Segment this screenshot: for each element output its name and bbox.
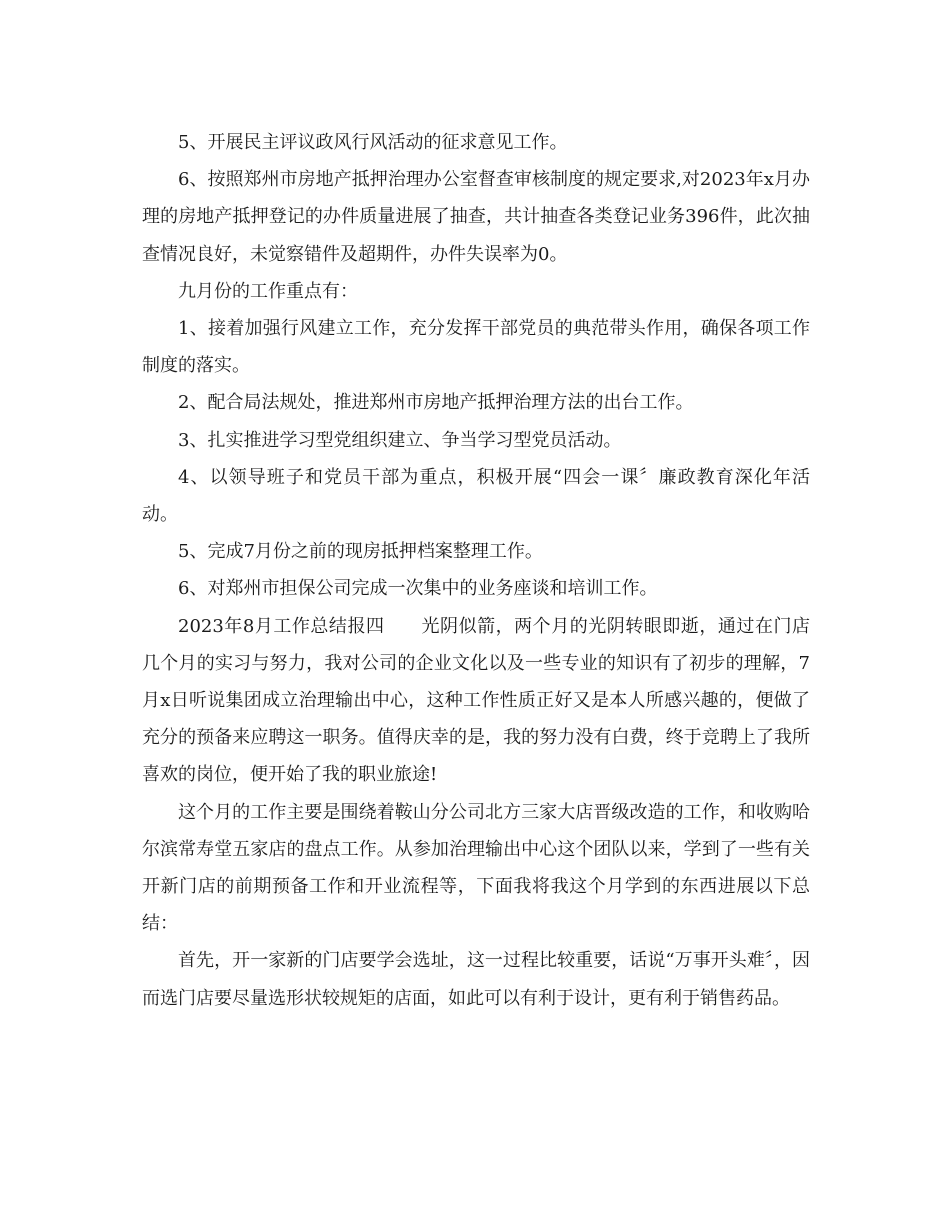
paragraph-item-6-inspection: 6、按照郑州市房地产抵押治理办公室督查审核制度的规定要求,对2023年x月办理的房地产抵押登记的办件质量进展了抽查，共计抽查各类登记业务396件，此次抽查情况良好，未觉察错件及超期件，办件失误率为0。	[142, 169, 810, 265]
paragraph-focus-5: 5、完成7月份之前的现房抵押档案整理工作。	[178, 541, 543, 563]
document-body	[142, 124, 810, 1017]
paragraph-focus-6: 6、对郑州市担保公司完成一次集中的业务座谈和培训工作。	[178, 578, 658, 600]
paragraph-monthly-work: 这个月的工作主要是围绕着鞍山分公司北方三家大店晋级改造的工作，和收购哈尔滨常寿堂五家店的盘点工作。从参加治理输出中心这个团队以来，学到了一些有关开新门店的前期预备工作和开业流程等，下面我将我这个月学到的东西进展以下总结：	[142, 801, 810, 935]
paragraph-focus-2: 2、配合局法规处，推进郑州市房地产抵押治理方法的出台工作。	[178, 392, 694, 414]
paragraph-september-focus-heading: 九月份的工作重点有：	[178, 280, 358, 302]
paragraph-report-four-intro: 2023年8月工作总结报四 光阴似箭，两个月的光阴转眼即逝，通过在门店几个月的实习与努力，我对公司的企业文化以及一些专业的知识有了初步的理解，7月x日听说集团成立治理输出中心，这种工作性质正好又是本人所感兴趣的，便做了充分的预备来应聘这一职务。值得庆幸的是，我的努力没有白费，终于竞聘上了我所喜欢的岗位，便开始了我的职业旅途!	[142, 615, 810, 786]
paragraph-focus-4: 4、以领导班子和党员干部为重点，积极开展“四会一课〞廉政教育深化年活动。	[142, 466, 810, 526]
paragraph-site-selection: 首先，开一家新的门店要学会选址，这一过程比较重要，话说“万事开头难〞，因而选门店要尽量选形状较规矩的店面，如此可以有利于设计，更有利于销售药品。	[142, 950, 810, 1009]
paragraph-item-5-opinion: 5、开展民主评议政风行风活动的征求意见工作。	[178, 132, 568, 153]
paragraph-focus-1: 1、接着加强行风建立工作，充分发挥干部党员的典范带头作用，确保各项工作制度的落实。	[142, 318, 810, 377]
paragraph-focus-3: 3、扎实推进学习型党组织建立、争当学习型党员活动。	[178, 429, 622, 451]
